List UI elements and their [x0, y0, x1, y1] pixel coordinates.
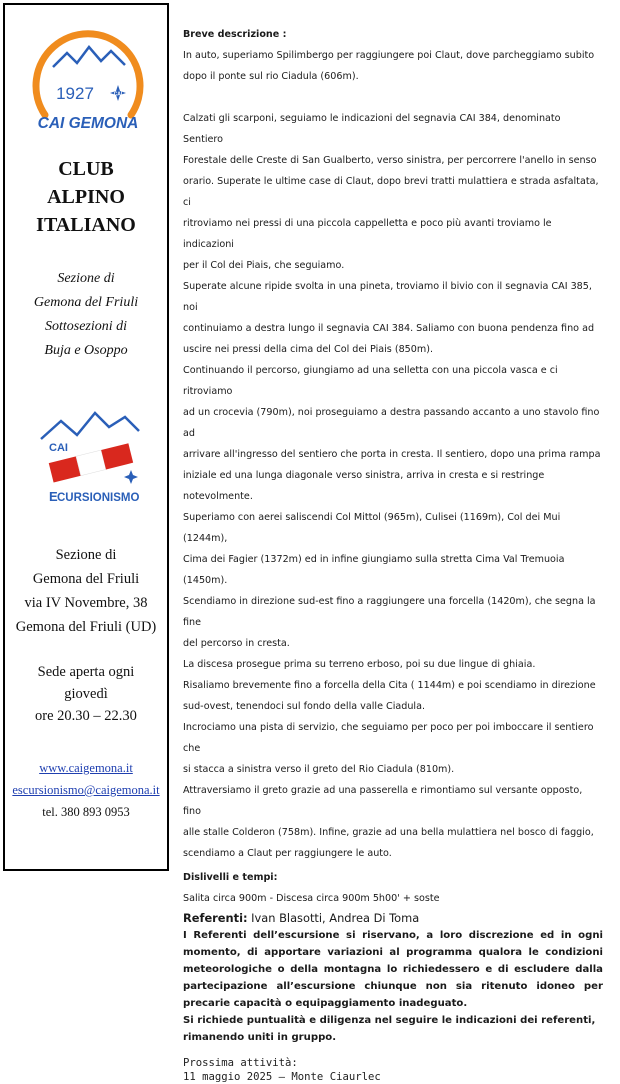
address-line: Sezione di — [55, 547, 117, 563]
text-line: In auto, superiamo Spilimbergo per raggiungere poi Claut, dove parcheggiamo subito — [183, 50, 595, 61]
email-link[interactable]: escursionismo@caigemona.it — [12, 783, 160, 797]
text-line: sud-ovest, tenendoci sul fondo della valle Ciadula. — [183, 701, 426, 712]
request-text: Si richiede puntualità e diligenza nel seguire le indicazioni dei referenti, rimanendo uniti in gruppo. — [183, 1015, 596, 1043]
address-line: Gemona del Friuli — [32, 571, 140, 587]
website-link[interactable]: www.caigemona.it — [39, 761, 133, 775]
club-line: CLUB — [58, 158, 114, 180]
referents-label: Referenti: — [183, 911, 248, 925]
description-intro — [183, 45, 603, 87]
opening-hours — [5, 661, 167, 727]
text-line: ad un crocevia (790m), noi proseguiamo a destra passando accanto a uno stavolo fino ad — [183, 407, 600, 439]
hours-line: Sede aperta ogni — [37, 664, 135, 680]
description-heading: Breve descrizione : — [183, 29, 287, 40]
referents-names: Ivan Blasotti, Andrea Di Toma — [247, 911, 420, 925]
club-title — [5, 155, 167, 239]
address-block — [5, 543, 167, 639]
description-body — [183, 108, 603, 864]
section-info — [5, 267, 167, 363]
cai-escursionismo-logo — [35, 409, 145, 509]
text-line: Incrociamo una pista di servizio, che seguiamo per poco per poi imboccare il sentiero che — [183, 722, 594, 754]
logo-year: 1927 — [56, 84, 94, 103]
cai-star-icon — [124, 470, 138, 484]
text-line: alle stalle Colderon (758m). Infine, grazie ad una bella mulattiera nel bosco di faggio, — [183, 827, 594, 838]
text-line: ritroviamo nei pressi di una piccola cappelletta e poco più avanti troviamo le indicazioni — [183, 218, 552, 250]
text-line: orario. Superate le ultime case di Claut, dopo brevi tratti mulattiera e strada asfaltata, ci — [183, 176, 599, 208]
warning-text: I Referenti dell’escursione si riservano, a loro discrezione ed in ogni momento, di apportare variazioni al programma qualora le condizioni meteorologiche o della montagna lo richiedessero e di escludere dalla partecipazione all’escursione chiunque non sia ritenuto idoneo per precarie capacità o equipaggiamento inadeguato. — [183, 930, 603, 1009]
next-activity — [183, 1056, 603, 1084]
text-line: Superate alcune ripide svolta in una pineta, troviamo il bivio con il segnavia CAI 385, noi — [183, 281, 592, 313]
contacts — [5, 757, 167, 823]
text-line: uscire nei pressi della cima del Col dei Piais (850m). — [183, 344, 434, 355]
text-line: dopo il ponte sul rio Ciadula (606m). — [183, 71, 359, 82]
section-line: Buja e Osoppo — [44, 343, 128, 358]
levels-text: Salita circa 900m - Discesa circa 900m 5h00' + soste — [183, 893, 440, 904]
referents-line — [183, 909, 603, 927]
phone-number: tel. 380 893 0953 — [42, 805, 130, 819]
text-line: La discesa prosegue prima su terreno erboso, poi su due lingue di ghiaia. — [183, 659, 536, 670]
section-line: Sottosezioni di — [44, 319, 128, 334]
next-activity-value: 11 maggio 2025 – Monte Ciaurlec — [183, 1071, 381, 1083]
text-line: Calzati gli scarponi, seguiamo le indicazioni del segnavia CAI 384, denominato Sentiero — [183, 113, 561, 145]
sidebar — [3, 3, 169, 871]
text-line: Scendiamo in direzione sud-est fino a raggiungere una forcella (1420m), che segna la fine — [183, 596, 596, 628]
logo2-cai: CAI — [49, 442, 68, 454]
text-line: del percorso in cresta. — [183, 638, 290, 649]
text-line: iniziale ed una lunga diagonale verso sinistra, arriva in cresta e si restringe notevolmente. — [183, 470, 545, 502]
text-line: Cima dei Fagier (1372m) ed in infine giungiamo sulla stretta Cima Val Tremuoia (1450m). — [183, 554, 565, 586]
address-line: Gemona del Friuli (UD) — [15, 619, 157, 635]
address-line: via IV Novembre, 38 — [24, 595, 148, 611]
text-line: continuiamo a destra lungo il segnavia CAI 384. Saliamo con buona pendenza fino ad — [183, 323, 595, 334]
next-activity-label: Prossima attività: — [183, 1057, 298, 1069]
text-line: Risaliamo brevemente fino a forcella della Cita ( 1144m) e poi scendiamo in direzione — [183, 680, 596, 691]
text-line: si stacca a sinistra verso il greto del Rio Ciadula (810m). — [183, 764, 455, 775]
text-line: Forestale delle Creste di San Gualberto, verso sinistra, per percorrere l'anello in senso — [183, 155, 597, 166]
logo2-e: E — [49, 489, 58, 504]
club-line: ALPINO — [47, 186, 125, 208]
main-content — [183, 24, 603, 1084]
svg-text:CAI: CAI — [113, 91, 123, 98]
levels-heading: Dislivelli e tempi: — [183, 872, 278, 883]
logo2-rest: CURSIONISMO — [57, 492, 140, 504]
club-line: ITALIANO — [36, 214, 136, 236]
text-line: arrivare all'ingresso del sentiero che porta in cresta. Il sentiero, dopo una prima rampa — [183, 449, 601, 460]
text-line: Attraversiamo il greto grazie ad una passerella e rimontiamo sul versante opposto, fino — [183, 785, 583, 817]
text-line: per il Col dei Piais, che seguiamo. — [183, 260, 345, 271]
section-line: Sezione di — [57, 271, 115, 286]
logo-name: CAI GEMONA — [37, 115, 139, 132]
cai-star-icon — [110, 85, 126, 101]
text-line: Superiamo con aerei saliscendi Col Mittol (965m), Culisei (1169m), Col dei Mui (1244m), — [183, 512, 561, 544]
section-line: Gemona del Friuli — [33, 295, 139, 310]
text-line: Continuando il percorso, giungiamo ad una selletta con una piccola vasca e ci ritroviamo — [183, 365, 558, 397]
hours-line: giovedì — [64, 686, 108, 702]
cai-gemona-logo — [27, 23, 149, 141]
hours-line: ore 20.30 – 22.30 — [35, 708, 137, 724]
text-line: scendiamo a Claut per raggiungere le auto. — [183, 848, 392, 859]
